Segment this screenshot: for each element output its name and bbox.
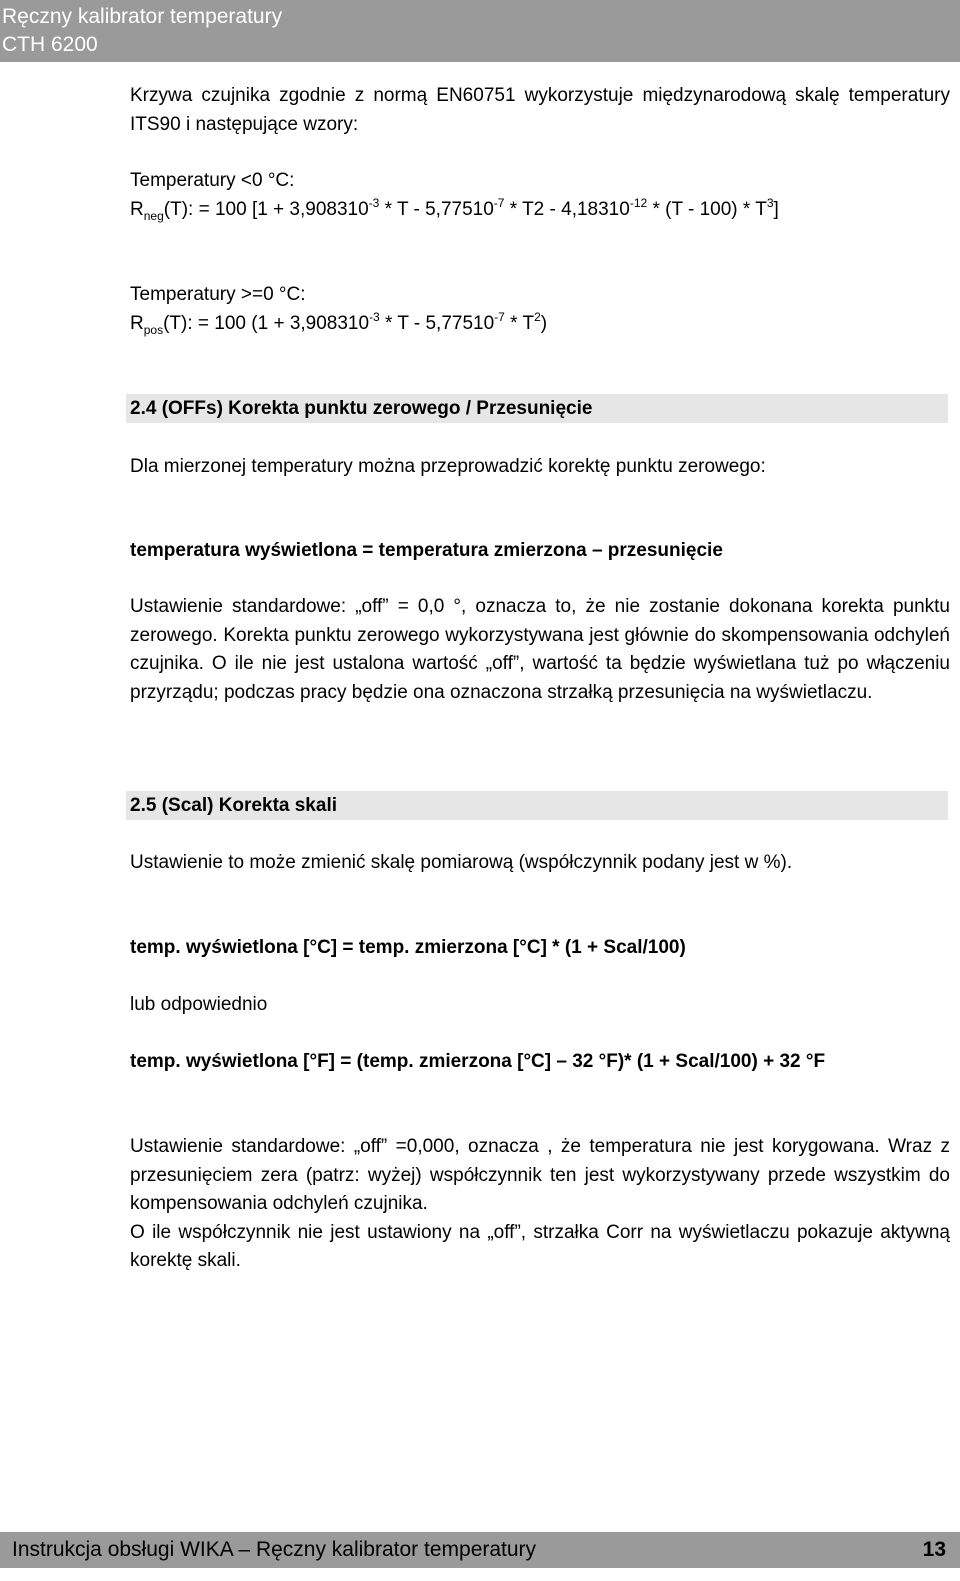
scale-formula-celsius: temp. wyświetlona [°C] = temp. zmierzona [°C] * (1 + Scal/100) [130, 937, 686, 958]
header-model: CTH 6200 [2, 33, 98, 56]
page-header [0, 0, 960, 62]
section-heading-offset: 2.4 (OFFs) Korekta punktu zerowego / Przesunięcie [126, 394, 948, 423]
formula-neg-expression: $R_{neg}(T)$: = 100 $[1 + 3,908310^{-3} * T - 5,77510^{-7} * T2 - 4,18310^{-12} * (T - 100) * T^3]$ [130, 195, 779, 223]
formula-pos-expression: $R_{pos}(T)$: = 100 $(1 + 3,908310^{-3} * T - 5,77510^{-7} * T^2)$ [130, 309, 548, 337]
page-number: 13 [922, 1538, 946, 1561]
scale-formula-fahrenheit: temp. wyświetlona [°F] = (temp. zmierzona [°C] – 32 °F)* (1 + Scal/100) + 32 °F [130, 1051, 826, 1072]
formula-pos-label: Temperatury >=0 °C: [130, 284, 306, 305]
scale-intro-paragraph: Ustawienie to może zmienić skalę pomiarową (współczynnik podany jest w %). [130, 852, 793, 873]
offset-formula: temperatura wyświetlona = temperatura zmierzona – przesunięcie [130, 540, 723, 561]
formula-negative-block [130, 167, 950, 224]
page-footer [0, 1532, 960, 1568]
header-title: Ręczny kalibrator temperatury [2, 5, 283, 28]
scale-or-text: lub odpowiednio [130, 994, 268, 1015]
intro-text: Krzywa czujnika zgodnie z normą EN60751 wykorzystuje międzynarodową skalę temperatury ITS90 i następujące wzory: [130, 85, 950, 135]
section-heading-scale: 2.5 (Scal) Korekta skali [126, 791, 948, 820]
footer-text: Instrukcja obsługi WIKA – Ręczny kalibrator temperatury [12, 1538, 537, 1561]
offset-intro-paragraph: Dla mierzonej temperatury można przeprowadzić korektę punktu zerowego: [130, 456, 766, 477]
formula-neg-label: Temperatury <0 °C: [130, 170, 295, 191]
intro-paragraph [130, 82, 950, 139]
offset-description-paragraph: Ustawienie standardowe: „off” = 0,0 °, oznacza to, że nie zostanie dokonana korekta punktu zerowego. Korekta punktu zerowego wykorzystywana jest głównie do skompensowania odchyleń czujnika. O ile nie jest ustalona wartość „off”, wartość ta będzie wyświetlana tuż po włączeniu przyrządu; podczas pracy będzie ona oznaczona strzałką przesunięcia na wyświetlaczu. [130, 596, 950, 703]
scale-description-paragraph: Ustawienie standardowe: „off” =0,000, oznacza , że temperatura nie jest korygowana. Wraz z przesunięciem zera (patrz: wyżej) współczynnik ten jest wykorzystywany przede wszystkim do kompensowania odchyleń czujnika. O ile współczynnik nie jest ustawiony na „off”, strzałka Corr na wyświetlaczu pokazuje aktywną korektę skali. [130, 1136, 950, 1271]
formula-positive-block [130, 281, 950, 338]
